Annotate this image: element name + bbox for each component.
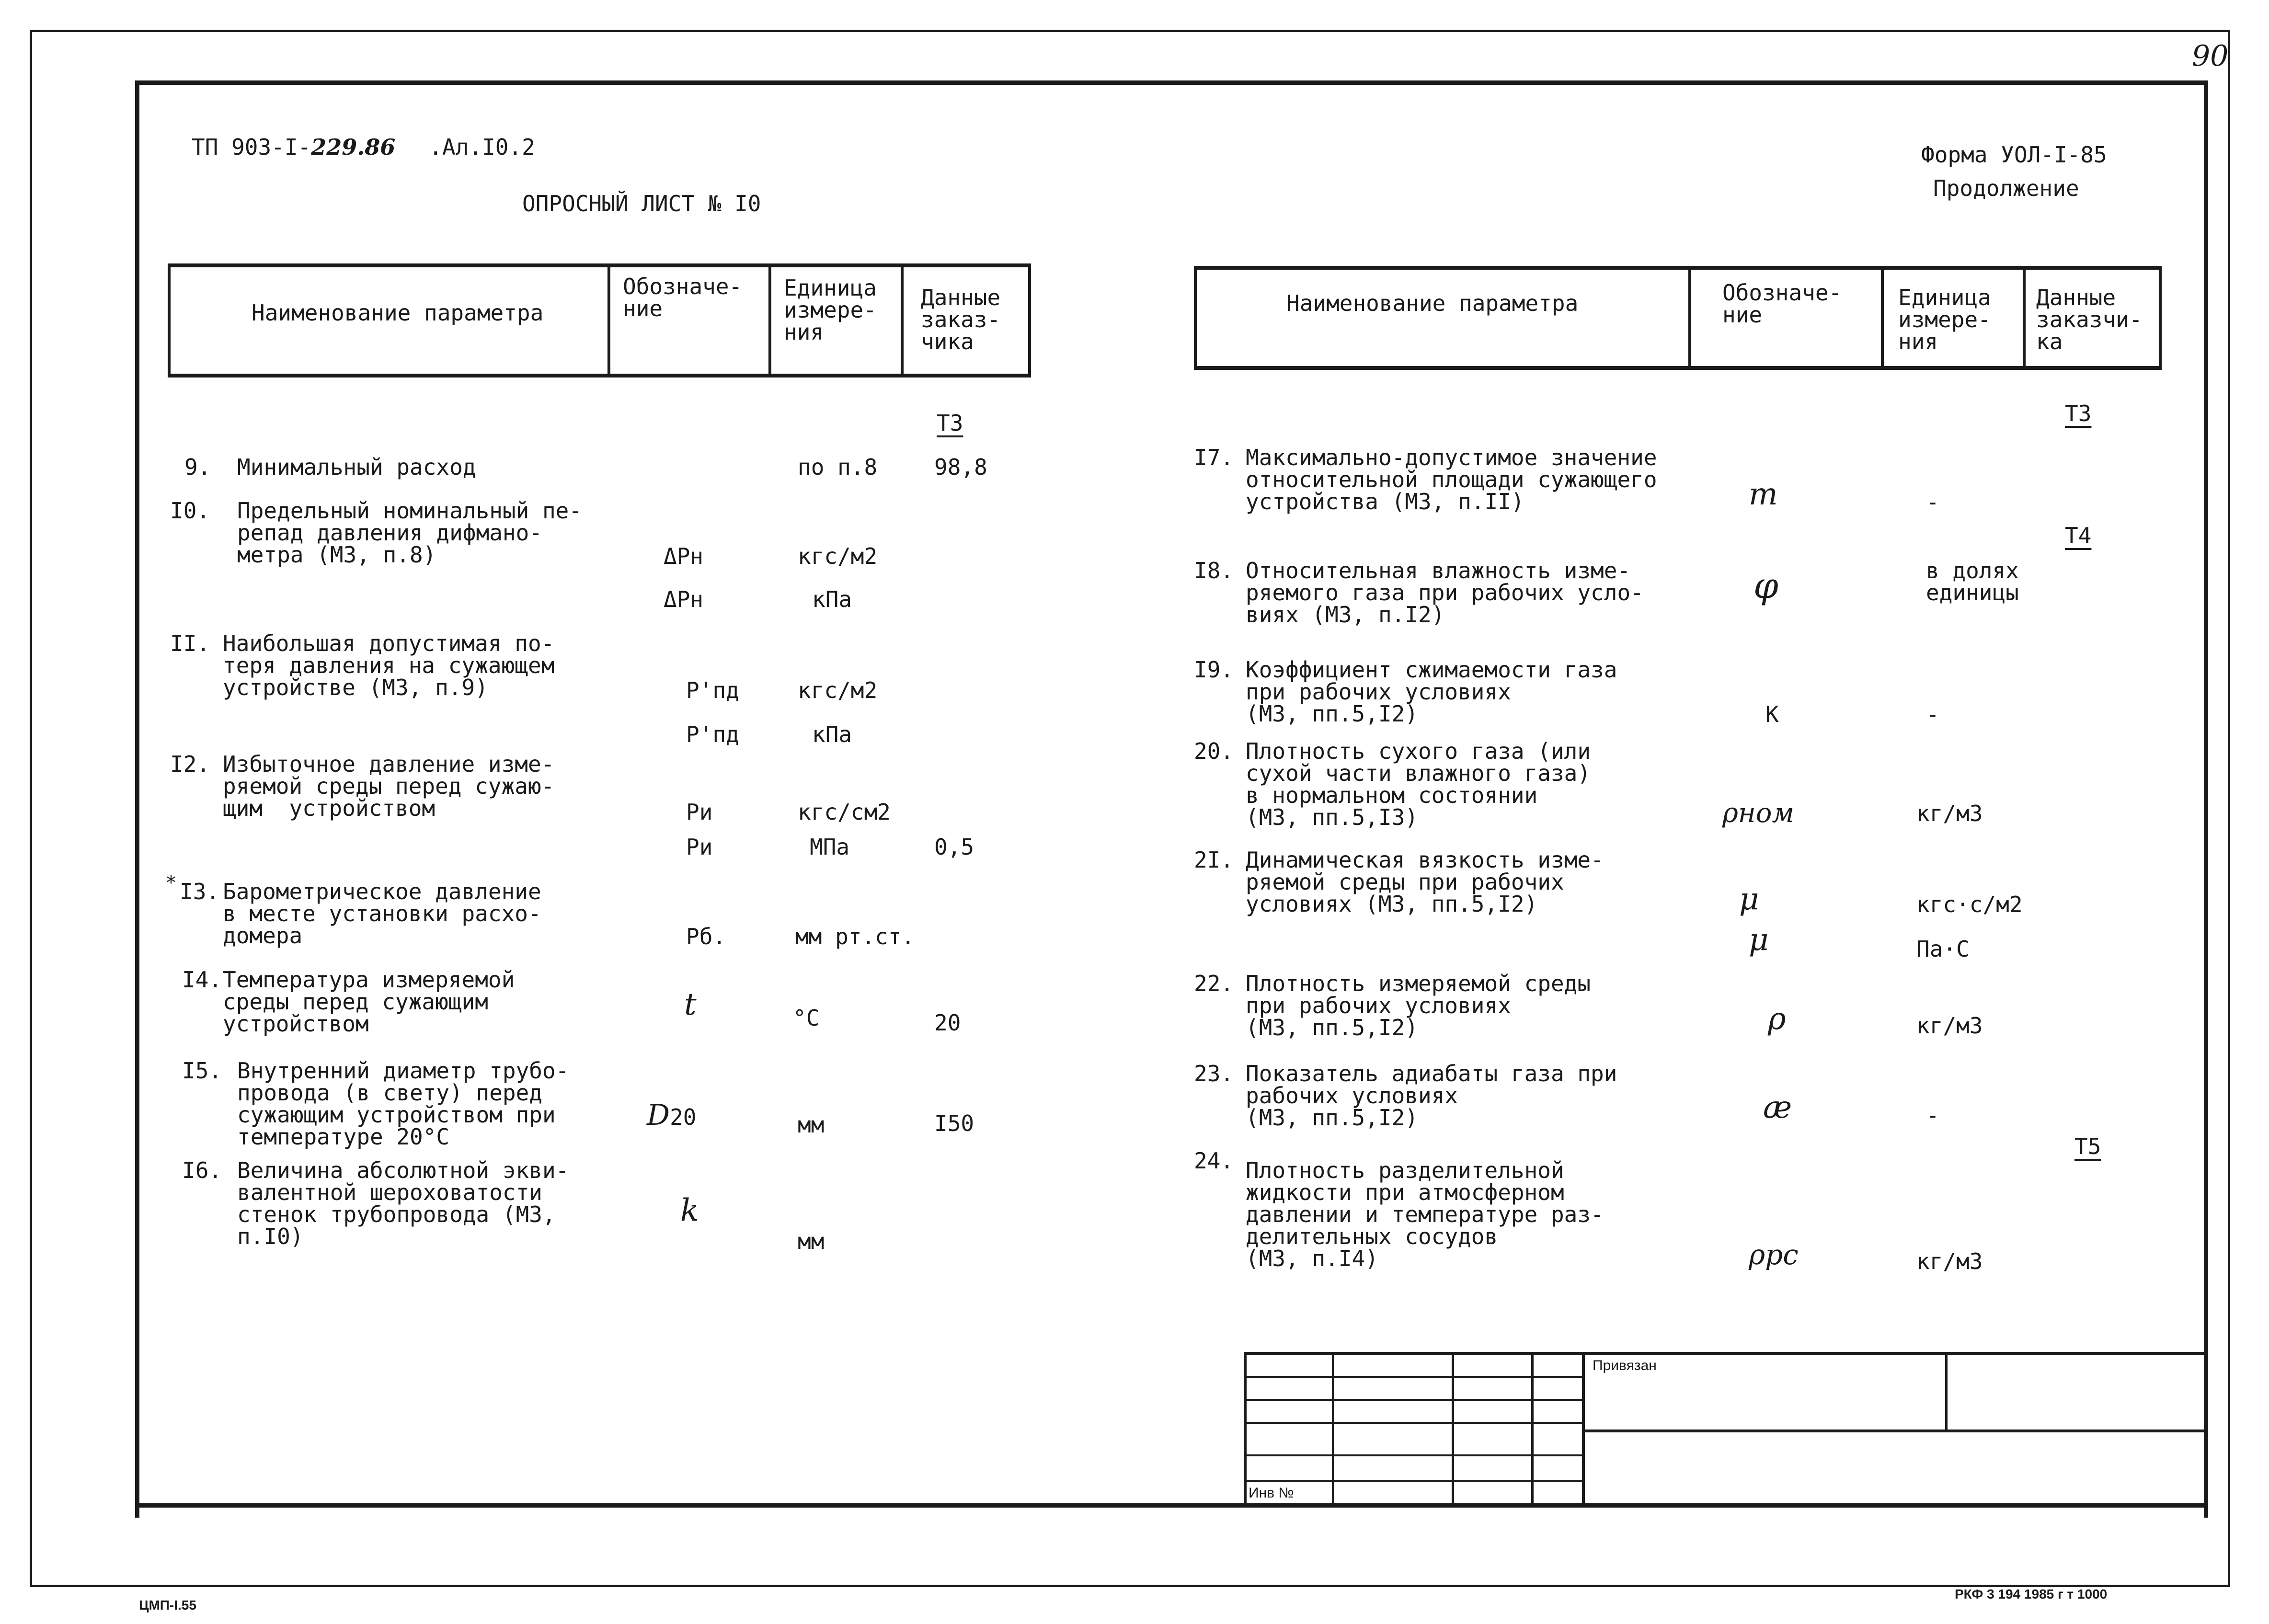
right-header-unit: Единица измере- ния xyxy=(1898,285,1991,355)
right-marker-t5: Т5 xyxy=(2074,1133,2101,1159)
footer-left: ЦМП-I.55 xyxy=(139,1598,196,1613)
doc-album: .Ал.I0.2 xyxy=(429,134,535,160)
outer-frame-top xyxy=(30,30,2230,32)
inner-frame-right xyxy=(2204,80,2208,1518)
left-header-name: Наименование параметра xyxy=(252,300,544,326)
m-symbol-handwritten: m xyxy=(1749,477,1778,512)
doc-code-handwritten: 229.86 xyxy=(311,134,396,160)
right-marker-t4: Т4 xyxy=(2065,523,2092,549)
t-symbol-handwritten: t xyxy=(684,987,697,1022)
kappa-symbol-handwritten: æ xyxy=(1763,1090,1792,1125)
form-label: Форма УОЛ-I-85 xyxy=(1921,142,2107,168)
phi-symbol-handwritten: φ xyxy=(1753,565,1778,606)
right-header-data: Данные заказчи- ка xyxy=(2036,285,2143,355)
inner-frame-bottom xyxy=(135,1503,2208,1508)
mu-symbol-handwritten: μ xyxy=(1749,922,1769,958)
outer-frame-left xyxy=(30,30,32,1587)
left-marker-t3: Т3 xyxy=(937,410,963,436)
left-header-data: Данные заказ- чика xyxy=(921,285,1001,355)
outer-frame-bottom xyxy=(30,1585,2230,1587)
delta-icon: Δ xyxy=(664,543,677,569)
left-header-unit: Единица измере- ния xyxy=(784,275,877,345)
footer-right: РКФ 3 194 1985 г т 1000 xyxy=(1955,1587,2108,1601)
left-header-symbol: Обозначе- ние xyxy=(623,274,743,321)
page-title: ОПРОСНЫЙ ЛИСТ № I0 xyxy=(522,191,761,217)
inv-number-label: Инв № xyxy=(1249,1485,1294,1501)
d-symbol-handwritten: D xyxy=(647,1098,670,1132)
privyazan-label: Привязан xyxy=(1593,1358,1657,1373)
doc-code xyxy=(192,136,535,158)
inner-frame-top xyxy=(135,80,2208,85)
rho-symbol-handwritten: ρ xyxy=(1768,1001,1786,1037)
doc-code-printed: ТП 903-I- xyxy=(192,134,311,160)
mu-symbol-handwritten: μ xyxy=(1739,881,1759,917)
outer-frame-right xyxy=(2228,30,2230,1587)
right-marker-t3: Т3 xyxy=(2065,400,2092,426)
right-header-name: Наименование параметра xyxy=(1286,290,1579,316)
rho-rs-symbol-handwritten: ρрс xyxy=(1749,1238,1799,1271)
inner-frame-left xyxy=(135,80,139,1518)
delta-icon: Δ xyxy=(664,586,677,612)
continuation-label: Продолжение xyxy=(1933,175,2079,201)
k-symbol-handwritten: k xyxy=(680,1193,699,1228)
page-number: 90 xyxy=(2192,39,2229,73)
rho-nom-symbol-handwritten: ρном xyxy=(1722,798,1794,829)
right-header-symbol: Обозначе- ние xyxy=(1722,280,1842,328)
